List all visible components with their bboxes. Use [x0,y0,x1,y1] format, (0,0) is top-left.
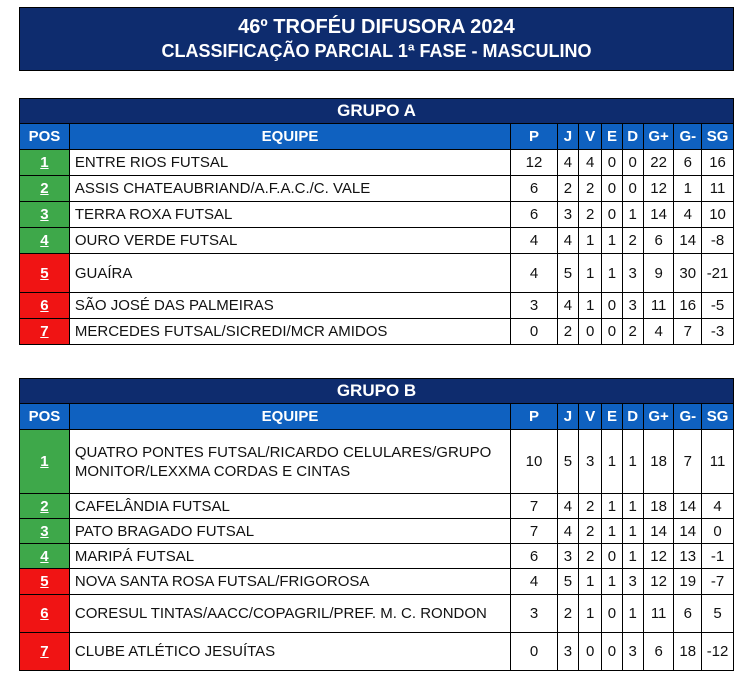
column-header-draws: E [602,404,622,430]
draws-cell: 1 [602,228,622,254]
goal-difference-cell: 10 [702,202,734,228]
goals-against-cell: 18 [674,633,702,671]
goals-for-cell: 4 [643,319,674,345]
played-cell: 3 [557,202,578,228]
goals-for-cell: 22 [643,150,674,176]
table-row [20,202,734,228]
team-name: SÃO JOSÉ DAS PALMEIRAS [69,293,510,319]
points-cell: 0 [511,633,558,671]
points-cell: 4 [511,228,558,254]
table-row [20,150,734,176]
table-row [20,176,734,202]
played-cell: 4 [557,228,578,254]
goals-for-cell: 9 [643,254,674,293]
goal-difference-cell: 0 [702,519,734,544]
column-header-team: EQUIPE [69,404,510,430]
points-cell: 12 [511,150,558,176]
points-cell: 0 [511,319,558,345]
team-name: CAFELÂNDIA FUTSAL [69,494,510,519]
losses-cell: 0 [622,150,643,176]
team-name: GUAÍRA [69,254,510,293]
draws-cell: 0 [602,176,622,202]
points-cell: 3 [511,293,558,319]
points-cell: 4 [511,569,558,595]
goal-difference-cell: -21 [702,254,734,293]
played-cell: 3 [557,544,578,569]
wins-cell: 2 [579,544,602,569]
team-name: ASSIS CHATEAUBRIAND/A.F.A.C./C. VALE [69,176,510,202]
played-cell: 5 [557,569,578,595]
losses-cell: 1 [622,544,643,569]
losses-cell: 0 [622,176,643,202]
column-header-goal-difference: SG [702,124,734,150]
column-header-played: J [557,404,578,430]
goals-against-cell: 14 [674,494,702,519]
draws-cell: 1 [602,569,622,595]
wins-cell: 2 [579,176,602,202]
team-name: TERRA ROXA FUTSAL [69,202,510,228]
goals-against-cell: 14 [674,228,702,254]
points-cell: 10 [511,430,558,494]
column-header-goals-against: G- [674,124,702,150]
draws-cell: 0 [602,150,622,176]
points-cell: 6 [511,176,558,202]
goal-difference-cell: 4 [702,494,734,519]
wins-cell: 2 [579,519,602,544]
losses-cell: 3 [622,633,643,671]
column-header-row [20,404,734,430]
goals-for-cell: 18 [643,430,674,494]
goal-difference-cell: 16 [702,150,734,176]
played-cell: 2 [557,319,578,345]
played-cell: 5 [557,430,578,494]
column-header-draws: E [602,124,622,150]
losses-cell: 1 [622,519,643,544]
goal-difference-cell: -1 [702,544,734,569]
played-cell: 4 [557,150,578,176]
points-cell: 6 [511,202,558,228]
wins-cell: 1 [579,293,602,319]
goals-for-cell: 11 [643,595,674,633]
goals-for-cell: 14 [643,519,674,544]
losses-cell: 1 [622,595,643,633]
group-table [19,378,734,671]
group-title: GRUPO A [20,99,734,124]
position-link[interactable]: 7 [20,633,70,671]
position-link[interactable]: 1 [20,150,70,176]
team-name: OURO VERDE FUTSAL [69,228,510,254]
draws-cell: 0 [602,595,622,633]
column-header-pos: POS [20,124,70,150]
losses-cell: 2 [622,228,643,254]
team-name: CORESUL TINTAS/AACC/COPAGRIL/PREF. M. C. RONDON [69,595,510,633]
position-link[interactable]: 6 [20,595,70,633]
goals-for-cell: 11 [643,293,674,319]
table-row [20,494,734,519]
goals-against-cell: 6 [674,595,702,633]
table-row [20,430,734,494]
wins-cell: 0 [579,319,602,345]
team-name: PATO BRAGADO FUTSAL [69,519,510,544]
wins-cell: 2 [579,494,602,519]
position-link[interactable]: 2 [20,176,70,202]
table-row [20,595,734,633]
table-row [20,544,734,569]
position-link[interactable]: 5 [20,569,70,595]
draws-cell: 0 [602,633,622,671]
position-link[interactable]: 3 [20,202,70,228]
goal-difference-cell: 5 [702,595,734,633]
wins-cell: 4 [579,150,602,176]
goals-against-cell: 13 [674,544,702,569]
points-cell: 3 [511,595,558,633]
losses-cell: 3 [622,293,643,319]
table-row [20,569,734,595]
position-link[interactable]: 2 [20,494,70,519]
goal-difference-cell: -12 [702,633,734,671]
team-name: MARIPÁ FUTSAL [69,544,510,569]
goals-for-cell: 12 [643,544,674,569]
points-cell: 6 [511,544,558,569]
played-cell: 3 [557,633,578,671]
goals-against-cell: 6 [674,150,702,176]
draws-cell: 0 [602,202,622,228]
draws-cell: 1 [602,254,622,293]
goals-against-cell: 4 [674,202,702,228]
table-row [20,633,734,671]
position-link[interactable]: 5 [20,254,70,293]
played-cell: 5 [557,254,578,293]
losses-cell: 3 [622,254,643,293]
draws-cell: 0 [602,544,622,569]
draws-cell: 1 [602,519,622,544]
goal-difference-cell: -3 [702,319,734,345]
column-header-points: P [511,404,558,430]
table-row [20,228,734,254]
position-link[interactable]: 6 [20,293,70,319]
losses-cell: 1 [622,202,643,228]
column-header-losses: D [622,124,643,150]
group-title: GRUPO B [20,379,734,404]
wins-cell: 1 [579,254,602,293]
played-cell: 2 [557,176,578,202]
goals-for-cell: 18 [643,494,674,519]
wins-cell: 1 [579,569,602,595]
column-header-wins: V [579,404,602,430]
wins-cell: 1 [579,228,602,254]
goal-difference-cell: 11 [702,430,734,494]
column-header-played: J [557,124,578,150]
position-link[interactable]: 7 [20,319,70,345]
draws-cell: 1 [602,430,622,494]
table-row [20,519,734,544]
wins-cell: 0 [579,633,602,671]
goals-against-cell: 14 [674,519,702,544]
team-name: ENTRE RIOS FUTSAL [69,150,510,176]
team-name: QUATRO PONTES FUTSAL/RICARDO CELULARES/GRUPO MONITOR/LEXXMA CORDAS E CINTAS [69,430,510,494]
column-header-goals-for: G+ [643,404,674,430]
played-cell: 2 [557,595,578,633]
goals-for-cell: 12 [643,176,674,202]
position-link[interactable]: 1 [20,430,70,494]
points-cell: 4 [511,254,558,293]
column-header-pos: POS [20,404,70,430]
goals-against-cell: 1 [674,176,702,202]
page-title: 46º TROFÉU DIFUSORA 2024 [238,16,515,38]
team-name: NOVA SANTA ROSA FUTSAL/FRIGOROSA [69,569,510,595]
column-header-goals-for: G+ [643,124,674,150]
wins-cell: 2 [579,202,602,228]
losses-cell: 3 [622,569,643,595]
goal-difference-cell: -5 [702,293,734,319]
table-row [20,293,734,319]
position-link[interactable]: 4 [20,228,70,254]
played-cell: 4 [557,519,578,544]
goals-for-cell: 12 [643,569,674,595]
goals-against-cell: 30 [674,254,702,293]
goals-for-cell: 6 [643,228,674,254]
goals-against-cell: 19 [674,569,702,595]
wins-cell: 3 [579,430,602,494]
points-cell: 7 [511,494,558,519]
position-link[interactable]: 4 [20,544,70,569]
column-header-losses: D [622,404,643,430]
goals-for-cell: 14 [643,202,674,228]
column-header-team: EQUIPE [69,124,510,150]
played-cell: 4 [557,494,578,519]
column-header-goal-difference: SG [702,404,734,430]
page-subtitle: CLASSIFICAÇÃO PARCIAL 1ª FASE - MASCULINO [161,41,592,61]
losses-cell: 1 [622,430,643,494]
goal-difference-cell: -7 [702,569,734,595]
goal-difference-cell: -8 [702,228,734,254]
points-cell: 7 [511,519,558,544]
team-name: CLUBE ATLÉTICO JESUÍTAS [69,633,510,671]
position-link[interactable]: 3 [20,519,70,544]
column-header-goals-against: G- [674,404,702,430]
losses-cell: 2 [622,319,643,345]
draws-cell: 0 [602,293,622,319]
goals-against-cell: 16 [674,293,702,319]
goals-against-cell: 7 [674,319,702,345]
goal-difference-cell: 11 [702,176,734,202]
wins-cell: 1 [579,595,602,633]
table-row [20,319,734,345]
title-banner [19,7,734,71]
draws-cell: 0 [602,319,622,345]
table-row [20,254,734,293]
column-header-row [20,124,734,150]
goals-against-cell: 7 [674,430,702,494]
losses-cell: 1 [622,494,643,519]
team-name: MERCEDES FUTSAL/SICREDI/MCR AMIDOS [69,319,510,345]
column-header-points: P [511,124,558,150]
played-cell: 4 [557,293,578,319]
column-header-wins: V [579,124,602,150]
goals-for-cell: 6 [643,633,674,671]
group-table [19,98,734,345]
draws-cell: 1 [602,494,622,519]
